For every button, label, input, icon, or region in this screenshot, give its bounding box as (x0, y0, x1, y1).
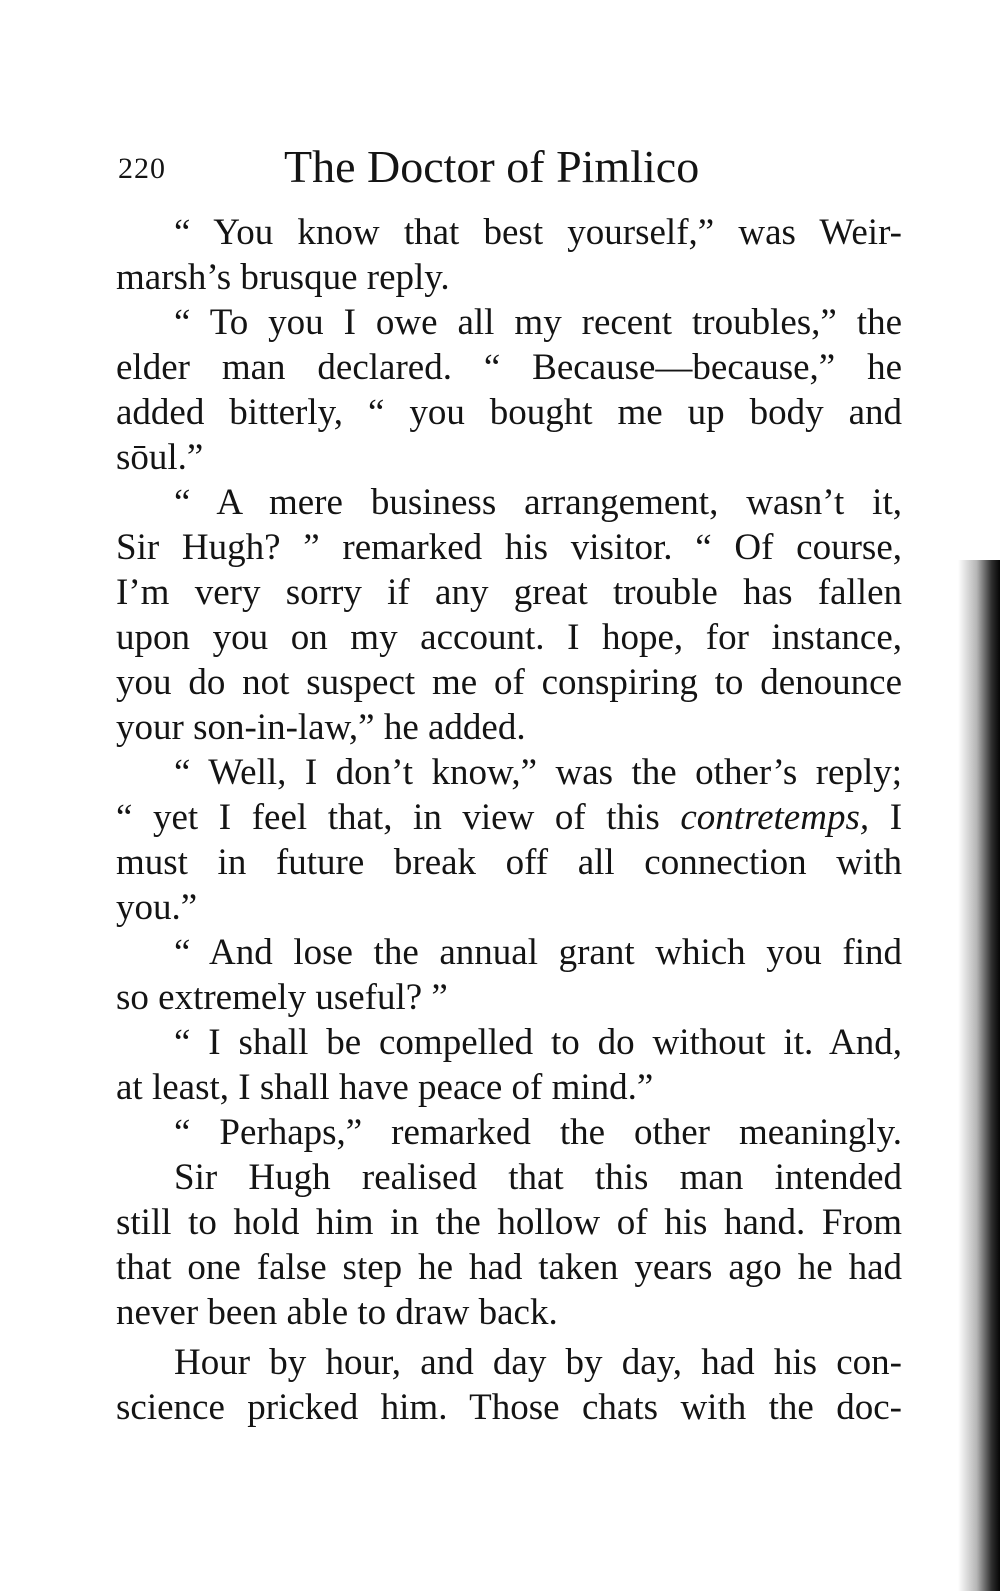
text-line: you.” (116, 887, 198, 928)
text-line: “ I shall be compelled to do without it. And, (174, 1022, 902, 1063)
text-line: “ And lose the annual grant which you find (174, 932, 902, 973)
text-line: I’m very sorry if any great trouble has fallen (116, 572, 902, 613)
text-line: elder man declared. “ Because—because,” he (116, 347, 902, 388)
text-line: “ Well, I don’t know,” was the other’s reply; (174, 752, 902, 793)
text-line: sōul.” (116, 437, 204, 478)
page-edge-shadow (958, 560, 1000, 1591)
text-run: “ yet I feel that, in view of this (116, 797, 660, 838)
text-line: your son-in-law,” he added. (116, 707, 526, 748)
text-line: must in future break off all connection with (116, 842, 902, 883)
text-line: marsh’s brusque reply. (116, 257, 450, 298)
text-line: science pricked him. Those chats with the doc- (116, 1387, 902, 1428)
text-line-with-italic (116, 795, 902, 841)
text-line: “ A mere business arrangement, wasn’t it, (174, 482, 902, 523)
text-line: that one false step he had taken years ago he had (116, 1247, 902, 1288)
italic-word: contretemps, (680, 797, 870, 838)
text-line: Sir Hugh realised that this man intended (174, 1157, 902, 1198)
text-line: “ You know that best yourself,” was Weir- (174, 212, 902, 253)
text-line: still to hold him in the hollow of his hand. From (116, 1202, 902, 1243)
text-line: Sir Hugh? ” remarked his visitor. “ Of course, (116, 527, 902, 568)
text-line: upon you on my account. I hope, for instance, (116, 617, 902, 658)
text-line: “ Perhaps,” remarked the other meaningly. (174, 1112, 902, 1153)
text-line: so extremely useful? ” (116, 977, 448, 1018)
text-line: “ To you I owe all my recent troubles,” the (174, 302, 902, 343)
text-line: at least, I shall have peace of mind.” (116, 1067, 654, 1108)
text-line: never been able to draw back. (116, 1292, 558, 1333)
page-header (118, 140, 918, 200)
page-number: 220 (118, 152, 166, 185)
text-line: added bitterly, “ you bought me up body and (116, 392, 902, 433)
text-line: you do not suspect me of conspiring to denounce (116, 662, 902, 703)
text-run: I (889, 797, 903, 838)
text-line: Hour by hour, and day by day, had his con- (174, 1342, 902, 1383)
running-title: The Doctor of Pimlico (284, 141, 700, 192)
